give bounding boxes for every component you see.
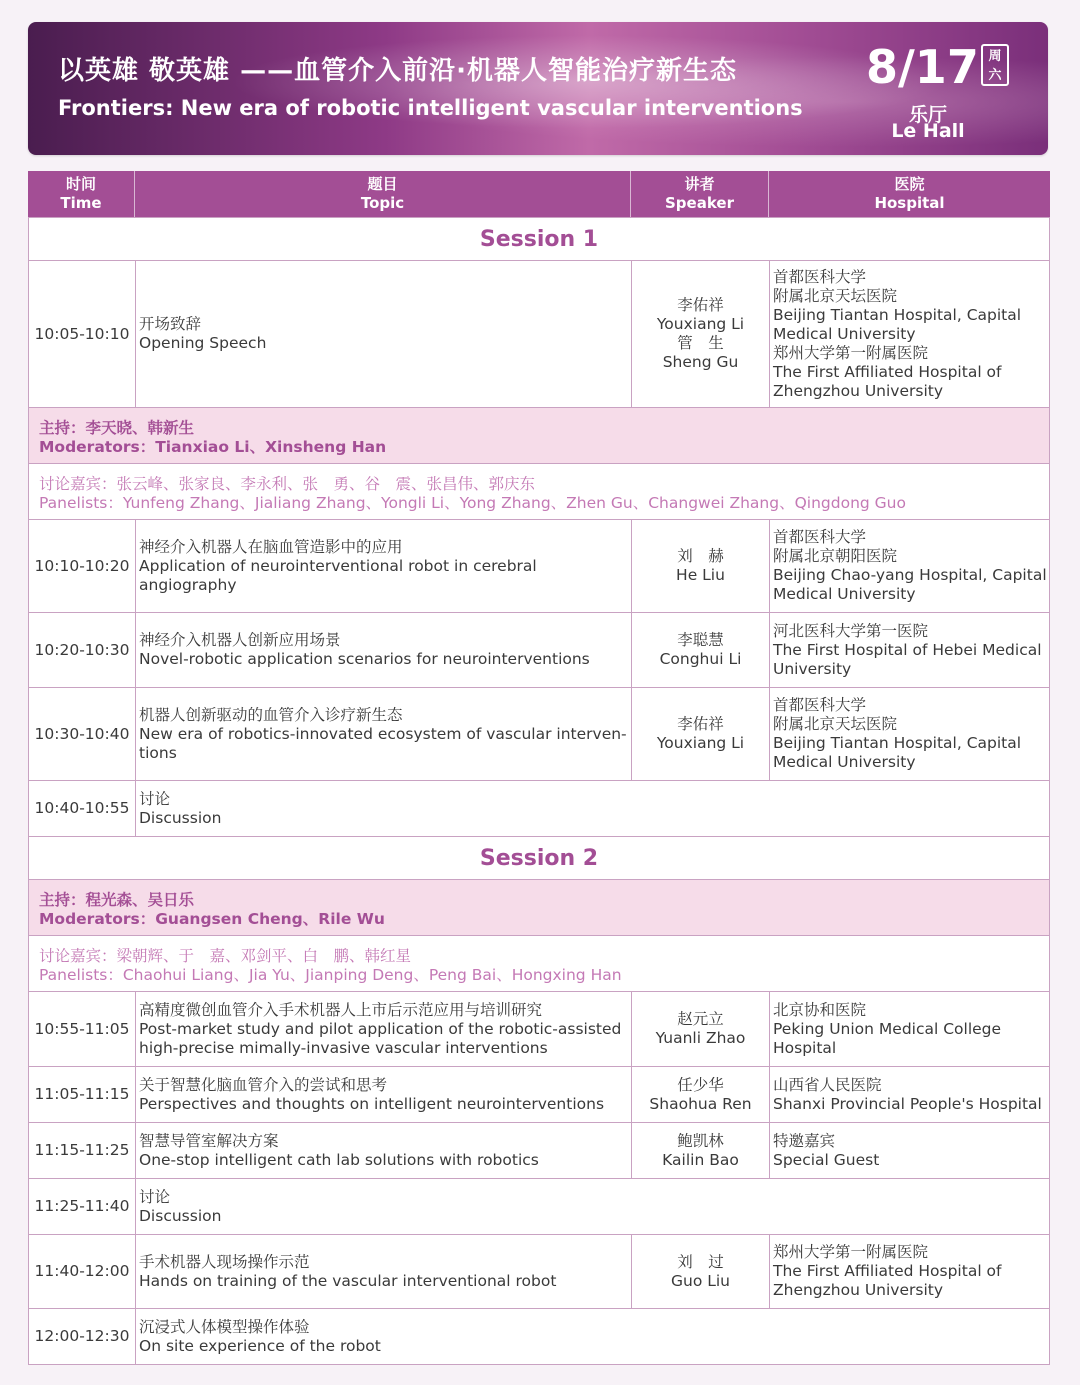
hospital-cell (770, 261, 1049, 407)
time-text: 12:00-12:30 (34, 1327, 130, 1345)
hospital-line: The First Hospital of Hebei Medical (773, 640, 1042, 659)
topic-zh: 开场致辞 (139, 315, 202, 333)
hospital-line: Peking Union Medical College (773, 1019, 1002, 1038)
hospital-line: Zhengzhou University (773, 381, 944, 400)
hospital-line: Medical University (773, 585, 916, 603)
col-hospital (769, 171, 1050, 217)
panelists-row (28, 935, 1050, 992)
topic-cell (136, 520, 632, 612)
speaker-name: Conghui Li (659, 650, 742, 668)
speaker-name: 刘 赫 (677, 547, 724, 565)
topic-zh: 沉浸式人体模型操作体验 (139, 1317, 310, 1336)
time-cell (29, 992, 136, 1066)
col-time-zh: 时间 (65, 175, 96, 193)
speaker-name: He Liu (676, 566, 725, 584)
speaker-cell (632, 1123, 770, 1178)
topic-zh: 智慧导管室解决方案 (139, 1131, 279, 1150)
moderators-row (28, 407, 1050, 464)
topic-cell (136, 688, 632, 780)
hospital-cell (770, 1067, 1049, 1122)
speaker-name: 任少华 (677, 1075, 724, 1094)
hall-zh: 乐厅 (908, 104, 947, 126)
hospital-line: 北京协和医院 (773, 1000, 867, 1019)
topic-zh: 高精度微创血管介入手术机器人上市后示范应用与培训研究 (139, 1000, 543, 1019)
hospital-line: Zhengzhou University (773, 1281, 944, 1299)
hospital-line: The First Affiliated Hospital of (773, 362, 1002, 381)
table-row (28, 1066, 1050, 1123)
col-topic-zh: 题目 (367, 175, 398, 193)
table-row-discussion (28, 780, 1050, 837)
time-cell (29, 261, 136, 407)
time-text: 10:30-10:40 (34, 724, 130, 743)
hospital-cell (770, 520, 1049, 612)
hospital-line: Hospital (773, 1038, 837, 1057)
speaker-cell (632, 1067, 770, 1122)
hospital-line: 河北医科大学第一医院 (773, 621, 929, 640)
speaker-name: Youxiang Li (656, 315, 745, 333)
hospital-line: The First Affiliated Hospital of (773, 1262, 1002, 1280)
topic-en: Application of neurointerventional robot in cerebral angiography (139, 556, 537, 594)
speaker-cell (632, 613, 770, 687)
speaker-name: 刘 过 (677, 1252, 724, 1271)
speaker-name: 赵元立 (677, 1010, 724, 1028)
col-speaker-en: Speaker (665, 194, 734, 212)
topic-cell (136, 1067, 632, 1122)
hospital-line: 郑州大学第一附属医院 (773, 343, 929, 362)
panelists-row (28, 463, 1050, 520)
moderators-en: Moderators：Tianxiao Li、Xinsheng Han (39, 438, 387, 456)
hospital-line: 首都医科大学 (773, 696, 867, 714)
hospital-line: Medical University (773, 324, 916, 343)
speaker-name: Youxiang Li (656, 734, 745, 752)
speaker-name: Sheng Gu (662, 353, 739, 371)
topic-zh: 神经介入机器人创新应用场景 (139, 631, 341, 649)
time-text: 10:40-10:55 (34, 799, 130, 817)
header-banner (28, 22, 1048, 155)
time-text: 10:20-10:30 (34, 640, 130, 659)
topic-cell (136, 261, 632, 407)
table-row (28, 1234, 1050, 1309)
title-en: Frontiers: New era of robotic intelligent vascular interventions (58, 96, 803, 120)
col-topic-en: Topic (360, 194, 405, 212)
speaker-name: 李佑祥 (677, 715, 724, 733)
col-hospital-zh: 医院 (894, 175, 925, 193)
hospital-cell (770, 688, 1049, 780)
session-title: Session 1 (479, 226, 599, 252)
time-cell (29, 613, 136, 687)
time-text: 11:40-12:00 (34, 1262, 130, 1280)
col-speaker-zh: 讲者 (684, 175, 715, 193)
hospital-line: Shanxi Provincial People's Hospital (773, 1094, 1042, 1113)
time-cell (29, 1123, 136, 1178)
hospital-cell (770, 1123, 1049, 1178)
topic-en: Discussion (139, 808, 222, 827)
topic-en: Hands on training of the vascular interventional robot (139, 1271, 557, 1290)
topic-cell (136, 1235, 632, 1308)
event-date: 8/17 (866, 40, 979, 94)
speaker-name: Shaohua Ren (649, 1094, 752, 1113)
time-text: 10:10-10:20 (34, 556, 130, 575)
topic-en: New era of robotics-innovated ecosystem of vascular interven- (139, 724, 627, 743)
panelists-zh: 讨论嘉宾：梁朝辉、于 嘉、邓剑平、白 鹏、韩红星 (39, 947, 412, 965)
topic-cell (136, 1309, 1049, 1364)
speaker-cell (632, 992, 770, 1066)
col-time-en: Time (60, 194, 102, 212)
speaker-name: 鲍凯林 (677, 1131, 724, 1150)
panelists-zh: 讨论嘉宾：张云峰、张家良、李永利、张 勇、谷 震、张昌伟、郭庆东 (39, 475, 536, 493)
table-row-opening (28, 260, 1050, 408)
title-zh: 以英雄 敬英雄 ——血管介入前沿·机器人智能治疗新生态 (58, 56, 737, 86)
topic-cell (136, 613, 632, 687)
col-time (28, 171, 135, 217)
speaker-name: Kailin Bao (662, 1150, 739, 1169)
speaker-name: 李佑祥 (677, 296, 724, 314)
table-row-discussion (28, 1178, 1050, 1235)
topic-en: Perspectives and thoughts on intelligent neurointerventions (139, 1094, 605, 1113)
time-text: 11:15-11:25 (34, 1141, 130, 1159)
topic-zh: 神经介入机器人在脑血管造影中的应用 (139, 537, 403, 556)
time-text: 11:25-11:40 (34, 1197, 130, 1215)
hospital-cell (770, 613, 1049, 687)
hospital-line: University (773, 659, 852, 678)
topic-cell (136, 1123, 632, 1178)
session-2-title-row (28, 836, 1050, 880)
table-header (28, 171, 1050, 217)
col-topic (135, 171, 631, 217)
time-cell (29, 1067, 136, 1122)
hospital-cell (770, 992, 1049, 1066)
moderators-row (28, 879, 1050, 936)
hospital-line: 首都医科大学 (773, 528, 867, 546)
hospital-line: 附属北京天坛医院 (773, 286, 898, 305)
table-row (28, 1308, 1050, 1365)
hospital-line: 郑州大学第一附属医院 (773, 1243, 929, 1261)
col-hospital-en: Hospital (874, 194, 945, 212)
speaker-cell (632, 520, 770, 612)
time-cell (29, 1235, 136, 1308)
topic-zh: 机器人创新驱动的血管介入诊疗新生态 (139, 705, 403, 724)
time-cell (29, 1179, 136, 1234)
table-row (28, 612, 1050, 688)
panelists-en: Panelists：Chaohui Liang、Jia Yu、Jianping Deng、Peng Bai、Hongxing Han (39, 966, 622, 984)
speaker-name: 管 生 (677, 334, 724, 352)
time-cell (29, 688, 136, 780)
topic-en: tions (139, 743, 177, 762)
topic-cell (136, 992, 632, 1066)
topic-en: Opening Speech (139, 334, 267, 352)
moderators-zh: 主持：程光森、吴日乐 (39, 891, 195, 909)
session-1-title-row (28, 217, 1050, 261)
panelists-en: Panelists：Yunfeng Zhang、Jialiang Zhang、Yongli Li、Yong Zhang、Zhen Gu、Changwei Zhang、Qingdong Guo (39, 494, 906, 512)
hospital-line: Beijing Tiantan Hospital, Capital (773, 305, 1022, 324)
topic-zh: 讨论 (139, 789, 171, 808)
speaker-name: Guo Liu (670, 1271, 730, 1290)
topic-zh: 手术机器人现场操作示范 (139, 1252, 310, 1271)
hospital-line: Beijing Tiantan Hospital, Capital (773, 734, 1022, 752)
hospital-line: Beijing Chao-yang Hospital, Capital (773, 566, 1047, 584)
speaker-cell (632, 261, 770, 407)
topic-zh: 关于智慧化脑血管介入的尝试和思考 (139, 1075, 388, 1094)
time-text: 11:05-11:15 (34, 1085, 130, 1103)
table-row (28, 519, 1050, 613)
time-cell (29, 1309, 136, 1364)
topic-cell (136, 1179, 1049, 1234)
hospital-line: 附属北京朝阳医院 (773, 547, 898, 565)
speaker-cell (632, 688, 770, 780)
speaker-name: Yuanli Zhao (655, 1029, 746, 1047)
topic-zh: 讨论 (139, 1187, 171, 1206)
time-cell (29, 520, 136, 612)
moderators-zh: 主持：李天晓、韩新生 (39, 419, 195, 437)
hospital-cell (770, 1235, 1049, 1308)
weekday-badge: 周六 (981, 44, 1009, 86)
table-row (28, 1122, 1050, 1179)
speaker-cell (632, 1235, 770, 1308)
topic-cell (136, 781, 1049, 836)
moderators-en: Moderators：Guangsen Cheng、Rile Wu (39, 910, 385, 928)
session-title: Session 2 (479, 845, 599, 871)
topic-en: Post-market study and pilot application of the robotic-assisted (139, 1019, 622, 1038)
hospital-line: 山西省人民医院 (773, 1075, 882, 1094)
hospital-line: Special Guest (773, 1150, 880, 1169)
hospital-line: 首都医科大学 (773, 267, 867, 286)
table-row (28, 991, 1050, 1067)
hospital-line: 附属北京天坛医院 (773, 715, 898, 733)
hospital-line: 特邀嘉宾 (773, 1131, 836, 1150)
topic-en: On site experience of the robot (139, 1336, 381, 1355)
time-text: 10:05-10:10 (34, 324, 130, 343)
topic-en: Novel-robotic application scenarios for neurointerventions (139, 650, 590, 668)
table-row (28, 687, 1050, 781)
speaker-name: 李聪慧 (677, 631, 724, 649)
col-speaker (631, 171, 769, 217)
hospital-line: Medical University (773, 753, 916, 771)
time-cell (29, 781, 136, 836)
topic-en: high-precise mimally-invasive vascular interventions (139, 1038, 548, 1057)
topic-en: Discussion (139, 1206, 222, 1225)
time-text: 10:55-11:05 (34, 1019, 130, 1038)
topic-en: One-stop intelligent cath lab solutions with robotics (139, 1150, 539, 1169)
hall-en: Le Hall (891, 120, 965, 142)
